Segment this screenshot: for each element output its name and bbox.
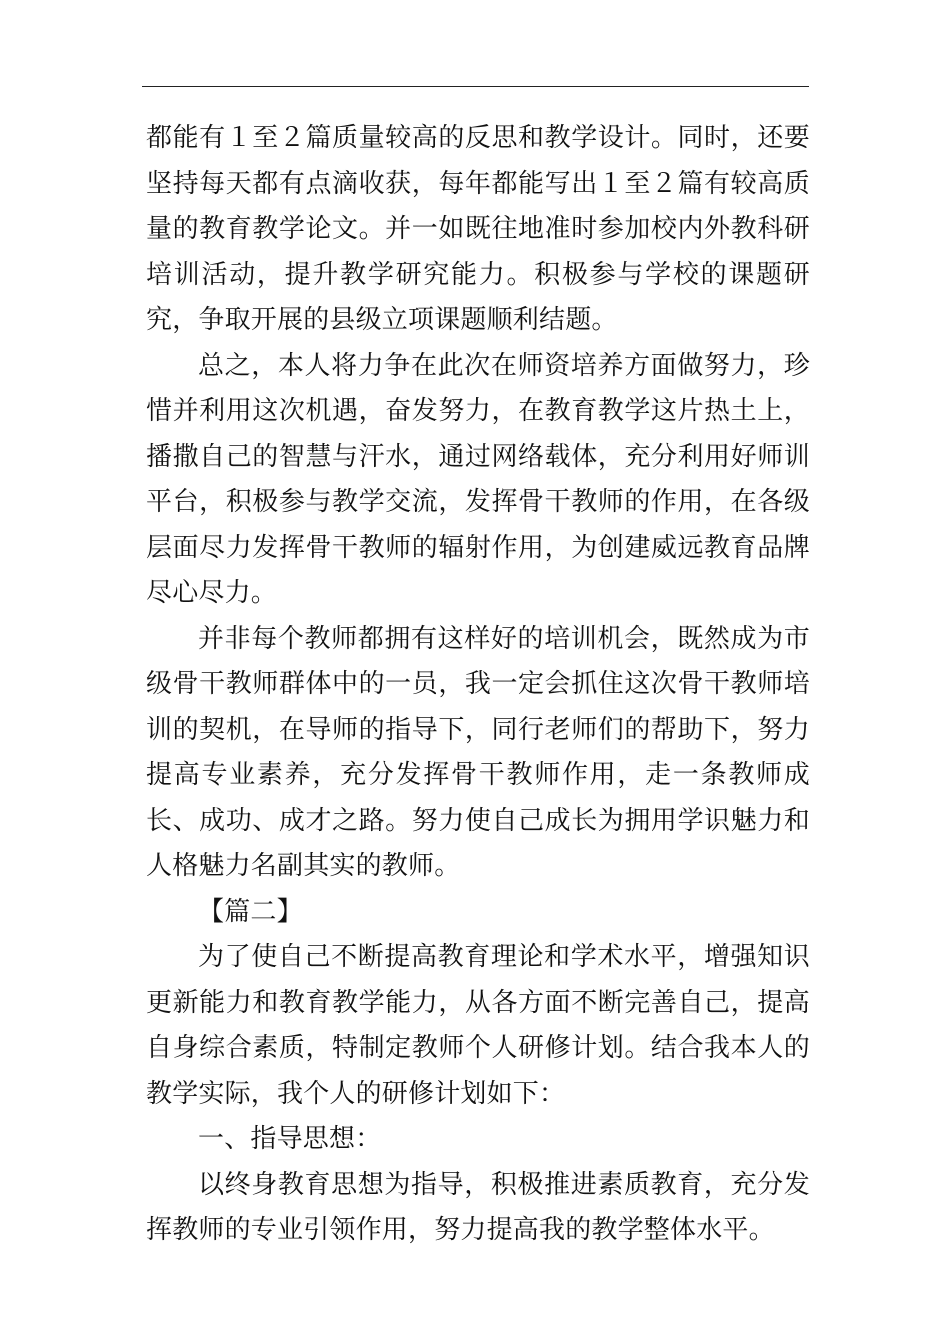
paragraph-guiding-thought: 以终身教育思想为指导，积极推进素质教育，充分发挥教师的专业引领作用，努力提高我的教学整体水平。 xyxy=(146,1169,810,1245)
paragraph-continuation: 都能有１至２篇质量较高的反思和教学设计。同时，还要坚持每天都有点滴收获，每年都能写出１至２篇有较高质量的教育教学论文。并一如既往地准时参加校内外教科研培训活动，提升教学研究能力。积极参与学校的课题研究，争取开展的县级立项课题顺利结题。 xyxy=(146,123,810,335)
paragraph-opportunity: 并非每个教师都拥有这样好的培训机会，既然成为市级骨干教师群体中的一员，我一定会抓住这次骨干教师培训的契机，在导师的指导下，同行老师们的帮助下，努力提高专业素养，充分发挥骨干教师作用，走一条教师成长、成功、成才之路。努力使自己成长为拥用学识魅力和人格魅力名副其实的教师。 xyxy=(146,623,810,881)
paragraph-intro-plan: 为了使自己不断提高教育理论和学术水平，增强知识更新能力和教育教学能力，从各方面不断完善自己，提高自身综合素质，特制定教师个人研修计划。结合我本人的教学实际，我个人的研修计划如下： xyxy=(146,942,810,1109)
header-rule xyxy=(142,86,809,87)
section-heading-part-two: 【篇二】 xyxy=(198,896,303,927)
document-body xyxy=(146,116,810,1254)
subheading-guiding-thought: 一、指导思想： xyxy=(198,1124,382,1154)
paragraph-summary: 总之，本人将力争在此次在师资培养方面做努力，珍惜并利用这次机遇，奋发努力，在教育教学这片热土上，播撒自己的智慧与汗水，通过网络载体，充分利用好师训平台，积极参与教学交流，发挥骨干教师的作用，在各级层面尽力发挥骨干教师的辐射作用，为创建威远教育品牌尽心尽力。 xyxy=(146,350,810,608)
